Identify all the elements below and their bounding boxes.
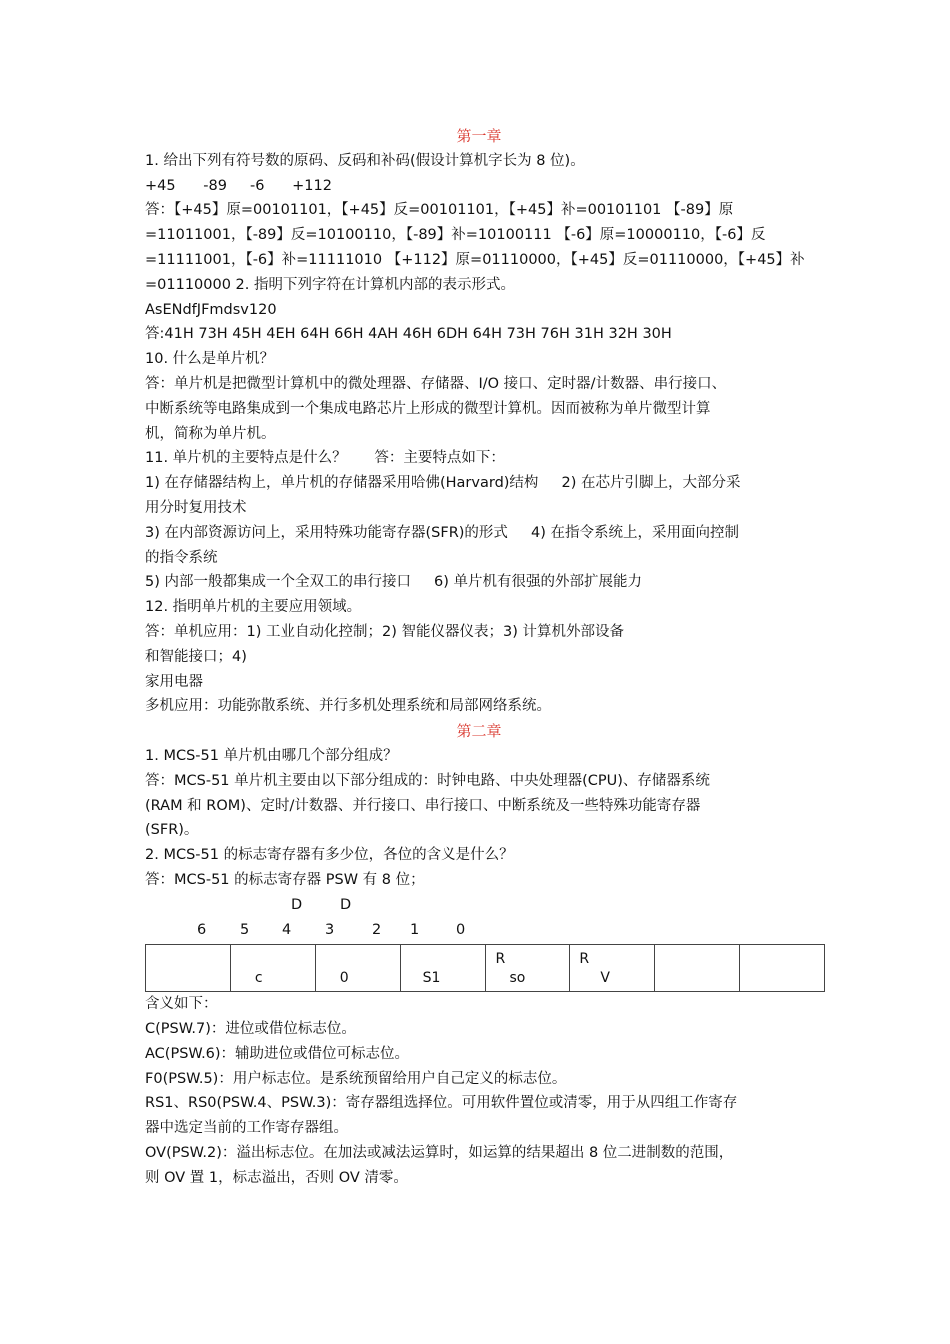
psw-bit-label-row xyxy=(145,893,813,918)
text-line: OV(PSW.2)：溢出标志位。在加法或减法运算时，如运算的结果超出 8 位二进制数的范围， xyxy=(145,1145,734,1162)
cell-bottom-text: V xyxy=(600,970,610,987)
text-line: 1. 给出下列有符号数的原码、反码和补码(假设计算机字长为 8 位)。 xyxy=(145,152,585,169)
text-line: 1. MCS-51 单片机由哪几个部分组成？ xyxy=(145,747,398,764)
cell-bottom-text: so xyxy=(509,970,526,987)
text-line: 1) 在存储器结构上，单片机的存储器采用哈佛(Harvard)结构 2) 在芯片引脚上，大部分采 xyxy=(145,475,741,492)
text-line: 10. 什么是单片机？ xyxy=(145,351,275,368)
cell-bottom-text: 0 xyxy=(339,970,349,987)
cell-bottom-text: S1 xyxy=(422,970,441,987)
text-line: 则 OV 置 1，标志溢出，否则 OV 清零。 xyxy=(145,1169,408,1186)
text-line: 12. 指明单片机的主要应用领域。 xyxy=(145,599,362,616)
text-line: 机，简称为单片机。 xyxy=(145,425,276,442)
text-line: 11. 单片机的主要特点是什么？ 答：主要特点如下： xyxy=(145,450,505,467)
text-line: 含义如下： xyxy=(145,996,218,1013)
text-line: 用分时复用技术 xyxy=(145,499,247,516)
text-line: 中断系统等电路集成到一个集成电路芯片上形成的微型计算机。因而被称为单片微型计算 xyxy=(145,400,711,417)
text-line: =11011001，【-89】反=10100110，【-89】补=10100111 【-6】原=10000110，【-6】反 xyxy=(145,227,766,244)
cell-top-text: R xyxy=(579,951,590,968)
text-line: =11111001，【-6】补=11111010 【+112】原=01110000，【+45】反=01110000，【+45】补 xyxy=(145,251,805,268)
bit-number: 0 xyxy=(456,921,466,938)
text-line: 答：MCS-51 单片机主要由以下部分组成的：时钟电路、中央处理器(CPU)、存储器系统 xyxy=(145,772,710,789)
psw-cell xyxy=(400,945,485,992)
document-body xyxy=(145,124,813,1191)
table-row xyxy=(146,945,825,992)
bit-number: 6 xyxy=(197,921,207,938)
psw-cell xyxy=(230,945,315,992)
bit-label: D xyxy=(291,896,303,913)
text-line: 的指令系统 xyxy=(145,549,218,566)
psw-register-table xyxy=(145,944,825,992)
psw-meaning-text xyxy=(145,992,813,1190)
text-line: 器中选定当前的工作寄存器组。 xyxy=(145,1120,348,1137)
cell-bottom-text: c xyxy=(254,970,263,987)
text-line: C(PSW.7)：进位或借位标志位。 xyxy=(145,1021,356,1038)
psw-cell xyxy=(485,945,570,992)
psw-cell xyxy=(740,945,825,992)
text-line: 3) 在内部资源访问上，采用特殊功能寄存器(SFR)的形式 4) 在指令系统上，采用面向控制 xyxy=(145,524,739,541)
chapter-2-title: 第二章 xyxy=(456,722,502,741)
text-line: AsENdfJFmdsv120 xyxy=(145,301,277,318)
chapter-2-text xyxy=(145,744,813,893)
chapter-1-title: 第一章 xyxy=(456,127,502,145)
text-line: 家用电器 xyxy=(145,673,203,690)
bit-label: D xyxy=(340,896,352,913)
text-line: (RAM 和 ROM)、定时/计数器、并行接口、串行接口、中断系统及一些特殊功能寄存器 xyxy=(145,797,701,814)
bit-number: 1 xyxy=(410,921,420,938)
text-line: RS1、RS0(PSW.4、PSW.3)：寄存器组选择位。可用软件置位或清零，用于从四组工作寄存 xyxy=(145,1095,738,1112)
text-line: 5) 内部一般都集成一个全双工的串行接口 6) 单片机有很强的外部扩展能力 xyxy=(145,574,643,591)
text-line: 答：MCS-51 的标志寄存器 PSW 有 8 位； xyxy=(145,871,425,888)
text-line: 答:41H 73H 45H 4EH 64H 66H 4AH 46H 6DH 64H 73H 76H 31H 32H 30H xyxy=(145,326,672,343)
bit-number: 2 xyxy=(372,921,382,938)
text-line: F0(PSW.5)：用户标志位。是系统预留给用户自己定义的标志位。 xyxy=(145,1070,567,1087)
bit-number: 5 xyxy=(240,921,250,938)
psw-cell xyxy=(655,945,740,992)
text-line: 和智能接口；4) xyxy=(145,648,247,665)
text-line: 2. MCS-51 的标志寄存器有多少位，各位的含义是什么？ xyxy=(145,847,514,864)
bit-number: 3 xyxy=(325,921,335,938)
psw-cell xyxy=(315,945,400,992)
text-line: 答：单片机是把微型计算机中的微处理器、存储器、I/O 接口、定时器/计数器、串行接口、 xyxy=(145,375,727,392)
text-line: 答：【+45】原=00101101，【+45】反=00101101，【+45】补=00101101 【-89】原 xyxy=(145,202,734,219)
psw-bit-number-row xyxy=(145,918,813,943)
text-line: +45 -89 -6 +112 xyxy=(145,177,332,194)
text-line: AC(PSW.6)：辅助进位或借位可标志位。 xyxy=(145,1045,410,1062)
cell-top-text: R xyxy=(495,951,506,968)
text-line: =01110000 2. 指明下列字符在计算机内部的表示形式。 xyxy=(145,276,516,293)
text-line: 多机应用：功能弥散系统、并行多机处理系统和局部网络系统。 xyxy=(145,698,551,715)
bit-number: 4 xyxy=(282,921,292,938)
text-line: 答：单机应用：1) 工业自动化控制；2) 智能仪器仪表；3) 计算机外部设备 xyxy=(145,623,624,640)
psw-cell xyxy=(146,945,231,992)
psw-cell xyxy=(570,945,655,992)
chapter-1-text xyxy=(145,149,813,719)
text-line: (SFR)。 xyxy=(145,822,199,839)
